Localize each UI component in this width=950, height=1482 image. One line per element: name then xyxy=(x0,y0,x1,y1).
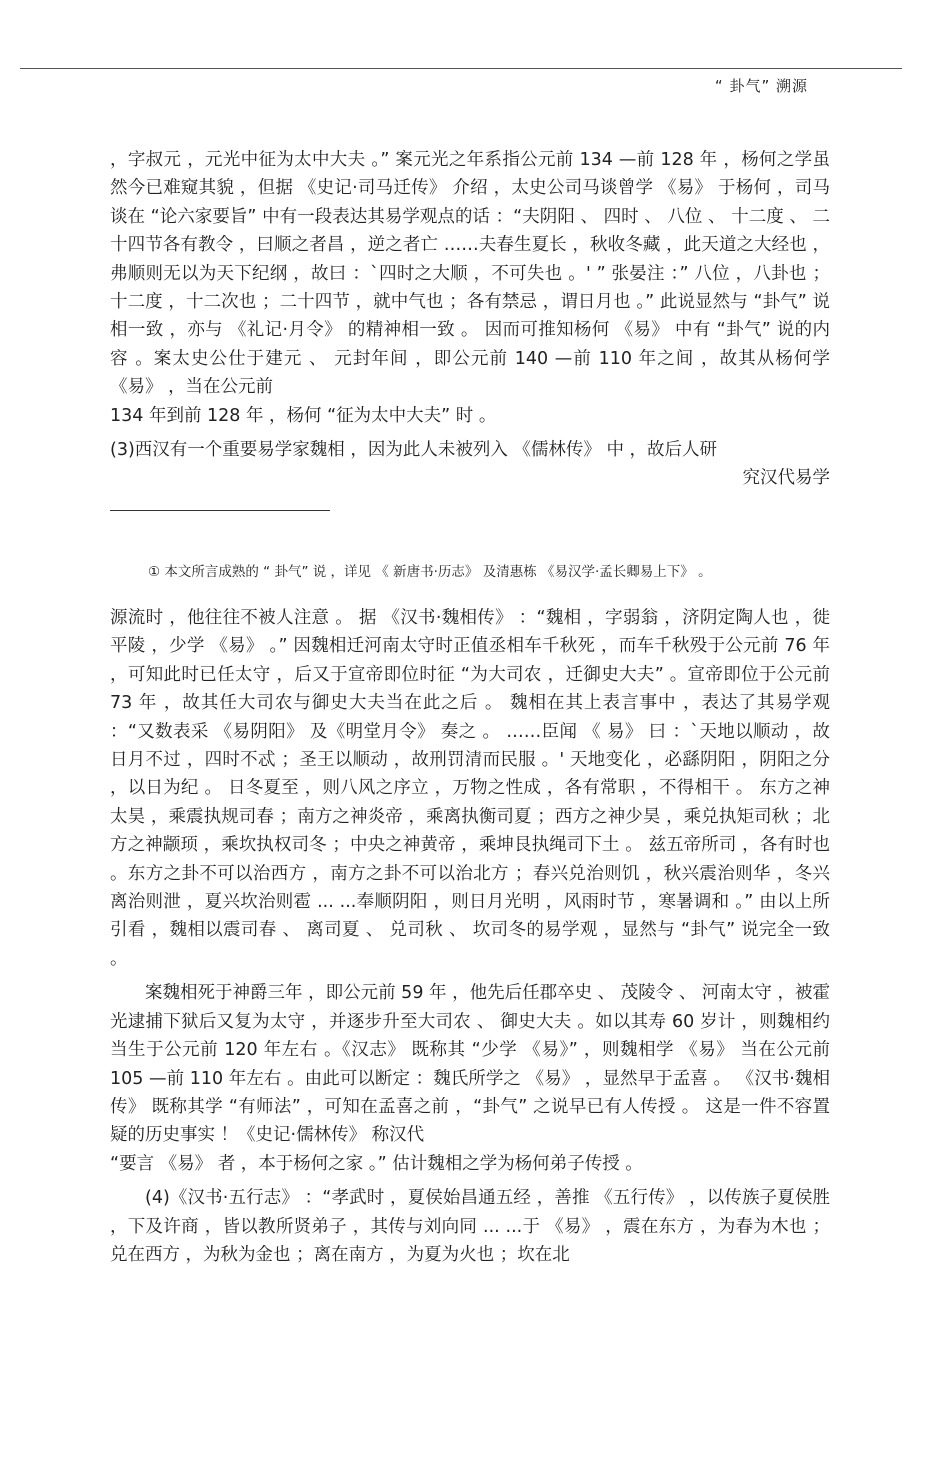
page-bottom-block xyxy=(110,604,830,1269)
page-top-block xyxy=(110,146,830,492)
paragraph-wei-xiang-intro-tail: 究汉代易学 xyxy=(742,468,830,489)
paragraph-yang-he: ，字叔元 ，元光中征为太中大夫 。” 案元光之年系指公元前 134 —前 128 年 ，杨何之学虽然今已难窥其貌 ，但据 《史记·司马迁传》 介绍 ，太史公司马谈曾学 《易》 于杨何 ，司马谈在 “论六家要旨” 中有一段表达其易学观点的话 ：“夫阴阳 、 四时 、 八位 、 十二度 、 二十四节各有教令 ，曰顺之者昌 ，逆之者亡 ……夫春生夏长 ，秋收冬藏 ，此天道之大经也 ，弗顺则无以为天下纪纲 ，故曰 ：`四时之大顺 ，不可失也 。' ” 张晏注 ：” 八位 ，八卦也 ；十二度 ，十二次也 ；二十四节 ，就中气也 ；各有禁忌 ，谓日月也 。” 此说显然与 “卦气” 说相一致 ，亦与 《礼记·月令》 的精神相一致 。 因而可推知杨何 《易》 中有 “卦气” 说的内容 。案太史公仕于建元 、 元封年间 ，即公元前 140 —前 110 年之间 ，故其从杨何学 《易》 ，当在公元前 xyxy=(110,150,830,398)
header-rule xyxy=(20,68,902,69)
paragraph-wei-xiang-dates: 案魏相死于神爵三年 ，即公元前 59 年 ，他先后任郡卒史 、 茂陵令 、 河南太守 ，被霍光逮捕下狱后又复为太守 ，并逐步升至大司农 、 御史大夫 。如以其寿 60 岁计 ，则魏相约当生于公元前 120 年左右 。《汉志》 既称其 “少学 《易》” ，则魏相学 《易》 当在公元前105 —前 110 年左右 。由此可以断定 ：魏氏所学之 《易》 ，显然早于孟喜 。 《汉书·魏相传》 既称其学 “有师法” ，可知在孟喜之前 ，“卦气” 之说早已有人传授 。 这是一件不容置疑的历史事实 ！《史记·儒林传》 称汉代 xyxy=(110,983,830,1146)
paragraph-wei-xiang-intro-main: (3)西汉有一个重要易学家魏相 ，因为此人未被列入 《儒林传》 中 ，故后人研 xyxy=(110,440,718,461)
paragraph-yang-he-end: 134 年到前 128 年 ，杨何 “征为太中大夫” 时 。 xyxy=(110,405,497,426)
running-title: “ 卦气” 溯源 xyxy=(714,77,808,95)
paragraph-wuxing-zhi: (4)《汉书·五行志》 ：“孝武时 ，夏侯始昌通五经 ，善推 《五行传》 ，以传族子夏侯胜 ，下及许商 ，皆以教所贤弟子 ，其传与刘向同 ... ...于 《易》 ，震在东方 ，为春为木也 ；兑在西方 ，为秋为金也 ；离在南方 ，为夏为火也 ；坎在北 xyxy=(110,1188,830,1265)
footnote: ① 本文所言成熟的 “ 卦气” 说 ，详见 《 新唐书·历志》 及清惠栋 《易汉学·孟长卿易上下》 。 xyxy=(148,564,712,580)
paragraph-wei-xiang: 源流时 ，他往往不被人注意 。 据 《汉书·魏相传》 ：“魏相 ，字弱翁 ，济阴定陶人也 ，徙平陵 ，少学 《易》 。” 因魏相迁河南太守时正值丞相车千秋死 ，而车千秋殁于公元前 76 年 ，可知此时已任太守 ，后又于宣帝即位时征 “为大司农 ，迁御史大夫” 。宣帝即位于公元前 73 年 ，故其任大司农与御史大夫当在此之后 。 魏相在其上表言事中 ，表达了其易学观 ：“又数表采 《易阴阳》 及《明堂月令》 奏之 。 ……臣闻 《 易》 曰 ：`天地以顺动 ，故日月不过 ，四时不忒 ；圣王以顺动 ，故刑罚清而民服 。' 天地变化 ，必繇阴阳 ，阴阳之分 ，以日为纪 。 日冬夏至 ，则八风之序立 ，万物之性成 ，各有常职 ，不得相干 。 东方之神太昊 ，乘震执规司春 ；南方之神炎帝 ，乘离执衡司夏 ；西方之神少昊 ，乘兑执矩司秋 ；北方之神颛顼 ，乘坎执权司冬 ；中央之神黄帝 ，乘坤艮执绳司下土 。 兹五帝所司 ，各有时也 。东方之卦不可以治西方 ，南方之卦不可以治北方 ；春兴兑治则饥 ，秋兴震治则华 ，冬兴离治则泄 ，夏兴坎治则雹 ... ...奉顺阴阳 ，则日月光明 ，风雨时节 ，寒暑调和 。” 由以上所引看 ，魏相以震司春 、 离司夏 、 兑司秋 、 坎司冬的易学观 ，显然与 “卦气” 说完全一致 。 xyxy=(110,608,830,969)
footnote-rule xyxy=(110,510,330,511)
paragraph-wei-xiang-dates-end: “要言 《易》 者 ，本于杨何之家 。” 估计魏相之学为杨何弟子传授 。 xyxy=(110,1153,643,1174)
paragraph-wei-xiang-intro xyxy=(110,436,830,492)
